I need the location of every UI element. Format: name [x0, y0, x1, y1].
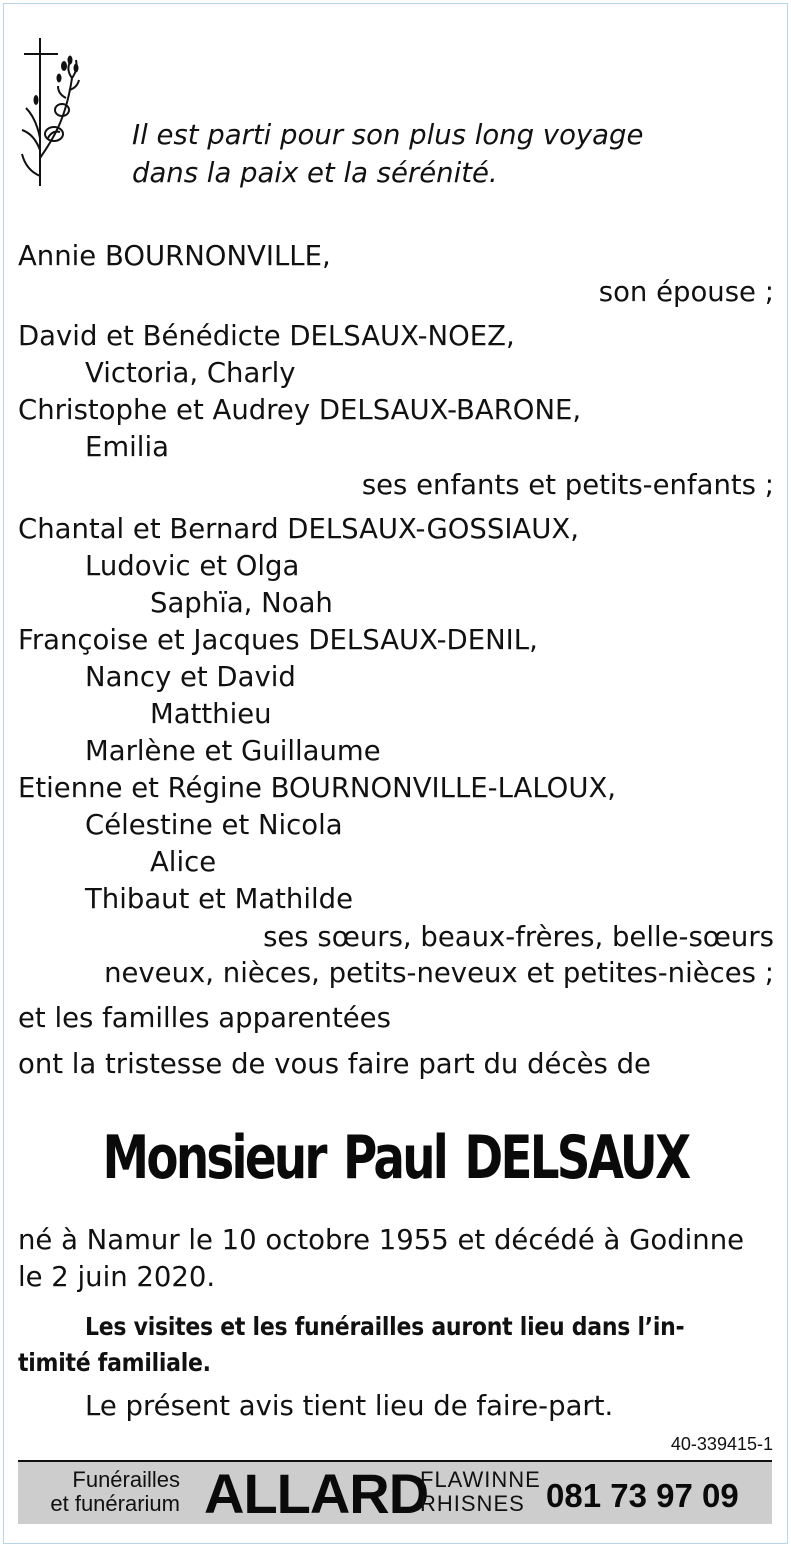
location-2: RHISNES [420, 1491, 525, 1516]
relatives: et les familles apparentées [18, 1002, 391, 1034]
birth-death-line-2: le 2 juin 2020. [18, 1261, 216, 1293]
sibling-3: Etienne et Régine BOURNONVILLE-LALOUX, [18, 772, 617, 804]
visits-line-1: Les visites et les funérailles auront lieu dans l’in- [85, 1312, 685, 1341]
sibling-3-kid-1: Célestine et Nicola [85, 809, 343, 841]
sibling-1-grandkids: Saphïa, Noah [150, 587, 333, 619]
spouse-role: son épouse ; [598, 276, 774, 308]
birth-death-line-1: né à Namur le 10 octobre 1955 et décédé à Godinne [18, 1224, 745, 1256]
siblings-role-1: ses sœurs, beaux-frères, belle-sœurs [263, 921, 774, 953]
child-2-kids: Emilia [85, 431, 169, 463]
spouse-name: Annie BOURNONVILLE, [18, 240, 331, 272]
reference-number: 40-339415-1 [670, 1434, 773, 1454]
sibling-1: Chantal et Bernard DELSAUX-GOSSIAUX, [18, 513, 579, 545]
cross-with-flowers-icon [14, 38, 84, 186]
sibling-2: Françoise et Jacques DELSAUX-DENIL, [18, 624, 538, 656]
visits-line-2: timité familiale. [18, 1348, 211, 1377]
announcement: ont la tristesse de vous faire part du décès de [18, 1048, 651, 1080]
verse-line-1: Il est parti pour son plus long voyage [132, 119, 644, 151]
siblings-role-2: neveux, nièces, petits-neveux et petites-nièces ; [104, 957, 774, 989]
sibling-2-grandkid: Matthieu [150, 698, 272, 730]
phone-number: 081 73 97 09 [546, 1477, 739, 1514]
sibling-3-kid-2: Thibaut et Mathilde [85, 883, 354, 915]
location-1: FLAWINNE [420, 1467, 541, 1492]
funeral-home-banner [18, 1462, 772, 1524]
funeral-label-line-2: et funérarium [50, 1491, 180, 1516]
children-role: ses enfants et petits-enfants ; [361, 469, 774, 501]
deceased-name: Monsieur Paul DELSAUX [102, 1123, 689, 1193]
child-1: David et Bénédicte DELSAUX-NOEZ, [18, 320, 515, 352]
funeral-home-brand: ALLARD [204, 1462, 429, 1525]
child-1-kids: Victoria, Charly [85, 357, 296, 389]
child-2: Christophe et Audrey DELSAUX-BARONE, [18, 394, 582, 426]
verse-line-2: dans la paix et la sérénité. [132, 157, 498, 189]
notice-line: Le présent avis tient lieu de faire-part. [85, 1390, 614, 1422]
sibling-2-kid-2: Marlène et Guillaume [85, 735, 381, 767]
sibling-3-grandkid: Alice [150, 846, 217, 878]
funeral-label-line-1: Funérailles [72, 1467, 180, 1492]
sibling-1-kid: Ludovic et Olga [85, 550, 300, 582]
sibling-2-kid-1: Nancy et David [85, 661, 296, 693]
